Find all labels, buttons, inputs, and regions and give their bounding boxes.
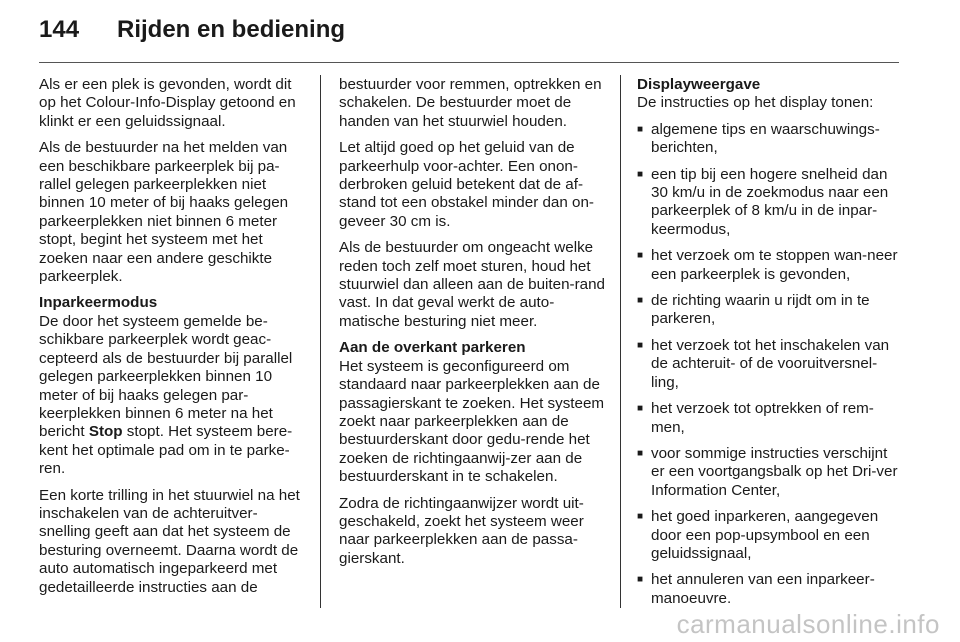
list-item: ■ het annuleren van een inparkeer-manoeuvre. — [637, 571, 905, 608]
intro-text: De instructies op het display tonen: — [637, 94, 874, 112]
column-3 — [637, 76, 905, 616]
list-item: ■ voor sommige instructies verschijnt er een voortgangsbalk op het Dri-ver Information Center, — [637, 445, 905, 500]
list-item: ■ het verzoek om te stoppen wan-neer een parkeerplek is gevonden, — [637, 247, 905, 284]
list-item: ■ het goed inparkeren, aangegeven door een pop-upsymbool en een geluidssignaal, — [637, 508, 905, 563]
paragraph-text: stopt. Het systeem bere-kent het optimale pad om in te parke-ren. — [39, 423, 293, 478]
paragraph: Let altijd goed op het geluid van de parkeerhulp voor-achter. Een onon-derbroken geluid betekent dat de af-stand tot een obstakel minder dan on-geveer 30 cm is. — [339, 139, 594, 230]
column-2 — [339, 76, 607, 576]
list-item: ■ het verzoek tot het inschakelen van de achteruit- of de vooruitversnel-ling, — [637, 337, 905, 392]
section-heading: Inparkeermodus — [39, 294, 158, 312]
watermark: carmanualsonline.info — [676, 609, 940, 639]
list-item: ■ een tip bij een hogere snelheid dan 30 km/u in de zoekmodus naar een parkeerplek of 8 km/u in de inpar-keermodus, — [637, 166, 905, 240]
paragraph-text: De door het systeem gemelde be-schikbare parkeerplek wordt geac-cepteerd als de bestuurder bij parallel gelegen parkeerplekken binnen 10 meter of bij haaks gelegen par-keerplekken binnen 6 meter na het bericht — [39, 312, 293, 441]
section-heading: Displayweergave — [637, 76, 761, 93]
stop-keyword: Stop — [88, 423, 123, 441]
paragraph — [339, 339, 607, 486]
paragraph-text: Het systeem is geconfigureerd om standaard naar parkeerplekken aan de passagierskant te zoeken. Het systeem zoekt naar parkeerplekken aan de bestuurderskant door gedu-rende het zoeken de richtingaanwij-zer aan de bestuurderskant in te schakelen. — [339, 357, 605, 486]
page-number: 144 — [39, 16, 80, 43]
page-header — [39, 16, 345, 56]
paragraph: Als de bestuurder om ongeacht welke reden toch zelf moet sturen, houd het stuurwiel dan alleen aan de buiten-rand vast. In dat geval werkt de auto-matische besturing niet meer. — [339, 239, 605, 330]
column-1 — [39, 76, 307, 605]
paragraph — [39, 294, 307, 478]
paragraph: bestuurder voor remmen, optrekken en schakelen. De bestuurder moet de handen van het stuurwiel houden. — [339, 76, 602, 130]
list-item: ■ algemene tips en waarschuwings-berichten, — [637, 121, 905, 158]
header-rule — [39, 62, 899, 63]
section-heading: Aan de overkant parkeren — [339, 339, 526, 357]
list-item: ■ de richting waarin u rijdt om in te parkeren, — [637, 292, 905, 329]
paragraph: Als de bestuurder na het melden van een beschikbare parkeerplek bij pa-rallel gelegen parkeerplekken niet binnen 10 meter of bij haaks gelegen parkeerplekken niet binnen 6 meter stopt, begint het systeem met het zoeken naar een andere geschikte parkeerplek. — [39, 139, 289, 286]
paragraph: Een korte trilling in het stuurwiel na het inschakelen van de achteruitver-snelling geeft aan dat het systeem de besturing overneemt. Daarna wordt de auto automatisch ingeparkeerd met gedetailleerde instructies aan de — [39, 486, 300, 596]
paragraph: Als er een plek is gevonden, wordt dit op het Colour-Info-Display getoond en klinkt er een geluidssignaal. — [39, 76, 296, 130]
chapter-title: Rijden en bediening — [117, 16, 346, 43]
instruction-list — [637, 121, 905, 608]
list-item: ■ het verzoek tot optrekken of rem-men, — [637, 400, 905, 437]
paragraph: Zodra de richtingaanwijzer wordt uit-geschakeld, zoekt het systeem weer naar parkeerplekken aan de passa-gierskant. — [339, 494, 584, 567]
column-divider — [320, 75, 321, 608]
column-divider — [620, 75, 621, 608]
